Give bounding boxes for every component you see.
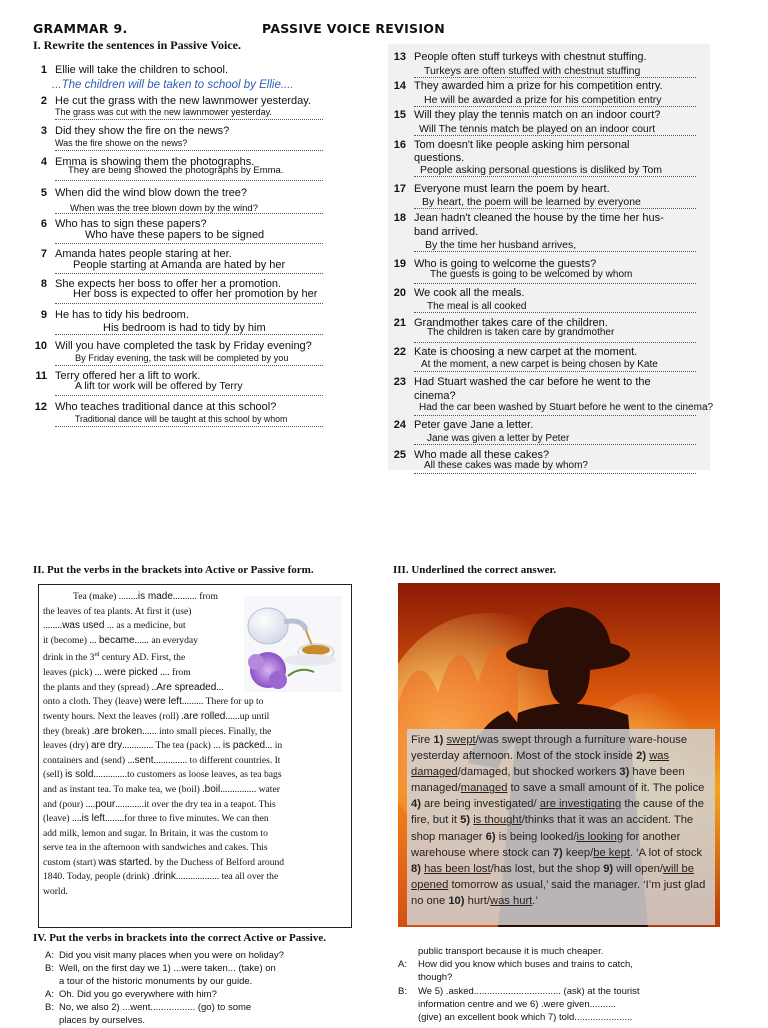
exercise-item [392,183,712,213]
item-number: 23 [393,376,406,388]
dialogue-text: We 5) .asked................................. (ask) at the tourist [418,986,640,997]
item-number: 2 [40,95,47,107]
dialogue-text: though? [418,972,453,983]
answer-15: is left [81,813,105,825]
item-number: 15 [393,109,406,121]
answer-line [414,312,696,313]
item-answer: The children is taken care by grandmother [427,327,615,338]
item-answer: All these cakes was made by whom? [424,460,588,471]
passage-line: add milk, lemon and sugar. In Britain, it was the custom to [43,827,268,839]
section-1-heading: I. Rewrite the sentences in Passive Voice. [33,38,241,52]
answer-line [55,150,323,151]
answer-17: drink [154,871,176,883]
item-question: Terry offered her a lift to work. [55,370,201,382]
passage-line: custom (start) was started. by the Duchess of Belford around [43,856,285,868]
grammar-number: GRAMMAR 9. [33,21,128,36]
item-number: 25 [393,449,406,461]
item-question: Who has to sign these papers? [55,218,207,230]
speaker: B: [398,986,407,997]
item-question: Will you have completed the task by Friday evening? [55,340,312,352]
passage-line: it (become) ... became...... an everyday [43,634,198,646]
answer-line [55,213,323,214]
answer-line [414,415,696,416]
item-number: 20 [393,287,406,299]
item-number: 5 [40,187,47,199]
item-number: 4 [40,156,47,168]
dialogue-text: places by ourselves. [59,1015,146,1026]
answer-line [55,303,323,304]
passage-line: (sell) is sold..............to customers as loose leaves, as tea bags [43,769,282,781]
item-answer: When was the tree blown down by the wind? [70,203,258,214]
answer-10: is packed [222,740,266,752]
answer-line [414,77,696,78]
item-number: 21 [393,317,406,329]
item-answer: People starting at Amanda are hated by her [73,259,286,271]
item-question: Grandmother takes care of the children. [414,317,608,329]
dialogue-text: information centre and we 6) .were given.......... [418,999,617,1010]
item-question: They awarded him a prize for his competition entry. [414,80,663,92]
answer-11: sent [134,754,154,766]
item-answer: People asking personal questions is disliked by Tom [420,164,663,176]
item-number: 22 [393,346,406,358]
item-answer: By the time her husband arrives, [425,239,577,251]
passage-line: leaves (dry) are dry............. The tea (pack) ... is packed... in [43,740,283,752]
exercise-item [33,187,323,217]
passage-line: and as instant tea. To make tea, we (boil) .boil............... water [43,783,280,795]
dialogue-right [398,946,718,1024]
tea-passage [43,590,345,900]
dialogue-text: public transport because it is much cheaper. [418,946,604,957]
dialogue-text: a tour of the historic monuments by our guide. [59,976,253,987]
item-answer: Traditional dance will be taught at this school by whom [75,414,288,424]
item-question: Tom doesn't like people asking him personal [414,139,630,151]
exercise-item [392,317,712,347]
item-answer: By heart, the poem will be learned by everyone [422,196,641,208]
passage-line: onto a cloth. They (leave) were left......... There for up to [43,696,264,708]
passage-line: ........was used ... as a medicine, but [43,620,186,632]
exercise-item [392,109,712,139]
exercise-item [392,80,712,110]
answer-4: were picked [104,667,158,679]
passage-line: and (pour) ....pour............it over the dry tea in a teapot. This [43,798,276,810]
section-3-heading: III. Underlined the correct answer. [393,564,557,576]
item-question: Emma is showing them the photographs. [55,156,255,168]
answer-line [414,473,696,474]
exercise-item [392,376,712,418]
answer-line [55,395,323,396]
passage-line: drink in the 3rd century AD. First, the [43,652,186,664]
section-2-heading: II. Put the verbs in the brackets into Active or Passive form. [33,564,314,576]
exercise-item [33,218,323,248]
page-title: PASSIVE VOICE REVISION [262,21,445,36]
item-question: Who teaches traditional dance at this school? [55,401,277,413]
item-answer: Who have these papers to be signed [85,229,265,241]
item-answer: Had the car been washed by Stuart before he went to the cinema? [419,402,714,413]
passage-line: twenty hours. Next the leaves (roll) .are rolled......up until [43,710,270,722]
item-question-cont: cinema? [414,390,456,402]
answer-14: pour [95,798,116,810]
answer-line [414,135,696,136]
exercise-item [392,139,712,179]
item-question: Had Stuart washed the car before he went to the [414,376,651,388]
answer-line [55,180,323,181]
answer-line [414,106,696,107]
exercise-item [33,125,323,155]
speaker: B: [45,1002,54,1013]
passage-line: (leave) ....is left........for three to five minutes. We can then [43,813,269,825]
item-question: Who made all these cakes? [414,449,550,461]
answer-2: was used [62,620,105,632]
answer-line [55,243,323,244]
exercise-item [392,258,712,288]
item-question: Did they show the fire on the news? [55,125,230,137]
answer-8: are broken [94,725,143,737]
item-answer: The guests is going to be welcomed by whom [430,269,633,280]
item-number: 16 [393,139,406,151]
exercise-item [392,346,712,376]
item-number: 8 [40,278,47,290]
fire-passage: Fire 1) swept/was swept through a furniture ware-house yesterday afternoon. Most of the stock inside 2) was damaged/damaged, but shocked workers 3) have been managed/managed to save a small amount of it. The police 4) are being investigated/ are investigating the cause of the fire, but it 5) is thought/thinks that it was an accident. The shop manager 6) is being looked/is looking for another warehouse where stock can 7) keep/be kept. ‘A lot of stock 8) has been lost/has lost, but the shop 9) will open/will be opened tomorrow as usual,’ said the manager. ‘I’m just glad no one 10) hurt/was hurt.’ [407,729,715,925]
item-question: Kate is choosing a new carpet at the moment. [414,346,638,358]
item-answer: He will be awarded a prize for his competition entry [424,94,662,106]
passage-line: world. [43,886,68,898]
answer-line [414,371,696,372]
speaker: A: [45,950,54,961]
passage-line: 1840. Today, people (drink) .drink.................. tea all over the [43,871,279,883]
passage-line: they (break) .are broken...... into small pieces. Finally, the [43,725,272,737]
answer-3: became [98,634,135,646]
passage-line: the leaves of tea plants. At first it (use) [43,605,192,617]
item-question-cont: questions. [414,152,465,164]
answer-line [414,251,696,252]
item-question: He cut the grass with the new lawnmower yesterday. [55,95,311,107]
exercise-item [33,401,323,431]
exercise-item [33,309,323,339]
speaker: B: [45,963,54,974]
answer-line [414,283,696,284]
item-number: 10 [34,340,47,352]
item-number: 1 [40,64,47,76]
answer-9: are dry [90,740,123,752]
exercise-item [392,212,712,254]
item-answer: Was the fire showe on the news? [55,138,188,148]
item-answer: By Friday evening, the task will be completed by you [75,353,289,363]
dialogue-text: Oh. Did you go everywhere with him? [59,989,217,1000]
item-question: We cook all the meals. [414,287,525,299]
item-number: 9 [40,309,47,321]
item-answer: A lift tor work will be offered by Terry [75,380,243,392]
item-question: He has to tidy his bedroom. [55,309,189,321]
speaker: A: [45,989,54,1000]
item-number: 19 [393,258,406,270]
item-answer: Her boss is expected to offer her promotion by her [73,288,318,300]
item-question: She expects her boss to offer her a promotion. [55,278,282,290]
dialogue-text: (give) an excellent book which 7) told...................... [418,1012,633,1023]
exercise-item [33,248,323,278]
dialogue-text: Well, on the first day we 1) ...were taken... (take) on [59,963,276,974]
exercise-item [392,449,712,479]
passage-line: serve tea in the afternoon with sandwiches and cakes. This [43,842,268,854]
answer-13: boil [204,783,221,795]
item-number: 24 [393,419,406,431]
item-number: 7 [40,248,47,260]
answer-line [414,176,696,177]
item-answer: At the moment, a new carpet is being chosen by Kate [421,359,658,370]
exercise-item [392,51,712,81]
answer-5: Are spreaded [156,681,217,693]
item-question: Ellie will take the children to school. [55,64,229,76]
answer-line [414,208,696,209]
item-answer: Will The tennis match be played on an indoor court [419,123,656,135]
exercise-item [33,95,323,125]
item-answer: The grass was cut with the new lawnmower yesterday. [55,107,272,117]
exercise-item [33,340,323,370]
speaker: A: [398,959,407,970]
item-number: 6 [40,218,47,230]
exercise-item [33,278,323,308]
dialogue-text: Did you visit many places when you were on holiday? [59,950,284,961]
passage-line: containers and (send) ...sent.............. to different countries. It [43,754,281,766]
passage-line: the plants and they (spread) ..Are spreaded... [43,681,224,693]
item-answer: The meal is all cooked [427,301,527,312]
item-number: 17 [393,183,406,195]
exercise-item [33,64,323,94]
item-answer: His bedroom is had to tidy by him [103,322,266,334]
answer-line [414,342,696,343]
dialogue-left [45,950,365,1024]
dialogue-text: No, we also 2) ...went................. (go) to some [59,1002,252,1013]
exercise-item [392,287,712,317]
answer-16: was started [98,856,150,868]
answer-6: were left [144,696,182,708]
item-answer: ...The children will be taken to school by Ellie.... [52,79,294,91]
item-number: 11 [35,370,47,382]
item-answer: Jane was given a letter by Peter [427,433,570,444]
answer-line [55,426,323,427]
item-number: 14 [393,80,406,92]
item-question: Amanda hates people staring at her. [55,248,232,260]
item-answer: Turkeys are often stuffed with chestnut stuffing [424,65,641,77]
answer-1: is made [137,591,173,602]
dialogue-text: How did you know which buses and trains to catch, [418,959,633,970]
item-question: Who is going to welcome the guests? [414,258,597,270]
exercise-item [33,156,323,186]
section-4-heading: IV. Put the verbs in brackets into the correct Active or Passive. [33,932,326,944]
item-question: People often stuff turkeys with chestnut stuffing. [414,51,647,63]
item-question: Everyone must learn the poem by heart. [414,183,610,195]
passage-line: Tea (make) ........is made.......... from [73,591,218,602]
answer-line [414,444,696,445]
item-number: 12 [34,401,47,413]
exercise-item [392,419,712,449]
item-answer: They are being showed the photographs by Emma. [68,165,284,176]
item-question: When did the wind blow down the tree? [55,187,248,199]
answer-line [55,365,323,366]
answer-line [55,273,323,274]
item-question: Peter gave Jane a letter. [414,419,534,431]
item-number: 13 [393,51,406,63]
item-number: 3 [40,125,47,137]
exercise-item [33,370,323,400]
answer-7: are rolled [183,710,226,722]
answer-12: is sold [65,769,94,781]
item-number: 18 [393,212,406,224]
answer-line [55,334,323,335]
item-question: Jean hadn't cleaned the house by the time her hus- [414,212,664,224]
answer-line [55,119,323,120]
passage-line: leaves (pick) ... were picked .... from [43,667,191,679]
item-question-cont: band arrived. [414,226,479,238]
item-question: Will they play the tennis match on an indoor court? [414,109,661,121]
